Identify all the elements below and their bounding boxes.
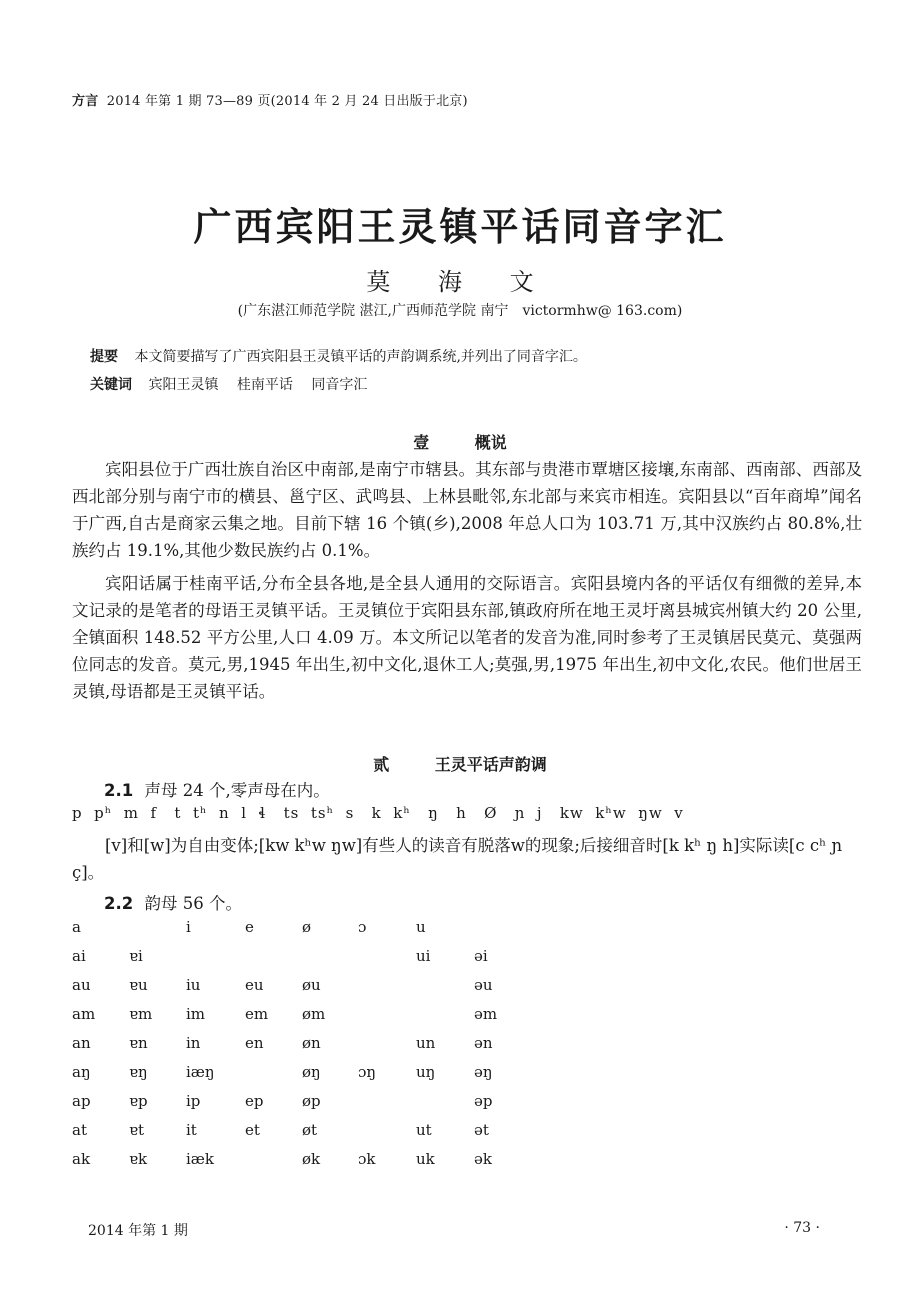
- final-cell: im: [186, 1005, 206, 1023]
- final-cell: ut: [416, 1121, 432, 1139]
- final-cell: un: [416, 1034, 436, 1052]
- abstract-label: 提要: [90, 349, 118, 365]
- final-cell: ep: [245, 1092, 264, 1110]
- section-number: 壹: [413, 433, 430, 452]
- final-cell: i: [186, 918, 191, 936]
- final-cell: [358, 947, 416, 976]
- section-heading-2: [0, 752, 920, 775]
- journal-name: 方言: [72, 94, 99, 109]
- table-row: [72, 976, 534, 1005]
- final-cell: əi: [474, 947, 488, 965]
- subsection-2-2: [104, 890, 242, 914]
- final-cell: it: [186, 1121, 197, 1139]
- final-cell: øu: [302, 976, 321, 994]
- section-title: 概说: [474, 433, 507, 452]
- final-cell: em: [245, 1005, 269, 1023]
- final-cell: ui: [416, 947, 431, 965]
- section-number: 贰: [373, 755, 390, 774]
- final-cell: an: [72, 1034, 91, 1052]
- final-cell: øp: [302, 1092, 321, 1110]
- subsection-text: 声母 24 个,零声母在内。: [144, 781, 330, 800]
- final-cell: [245, 1063, 302, 1092]
- final-cell: ɐk: [129, 1150, 148, 1168]
- final-cell: en: [245, 1034, 264, 1052]
- table-row: [72, 1034, 534, 1063]
- final-cell: [474, 918, 534, 947]
- final-cell: [302, 947, 358, 976]
- final-cell: ək: [474, 1150, 492, 1168]
- final-cell: ap: [72, 1092, 91, 1110]
- journal-header: [72, 90, 468, 109]
- final-cell: e: [245, 918, 254, 936]
- final-cell: aŋ: [72, 1063, 91, 1081]
- final-cell: [245, 947, 302, 976]
- keyword: 宾阳王灵镇: [148, 377, 219, 393]
- subsection-2-1: [104, 777, 330, 801]
- final-cell: ɔŋ: [358, 1063, 377, 1081]
- final-cell: øŋ: [302, 1063, 321, 1081]
- section-heading-1: [0, 430, 920, 453]
- final-cell: ai: [72, 947, 86, 965]
- final-cell: uŋ: [416, 1063, 436, 1081]
- final-cell: [358, 1121, 416, 1150]
- paper-title: 广西宾阳王灵镇平话同音字汇: [193, 204, 727, 249]
- final-cell: ɐu: [129, 976, 148, 994]
- final-cell: [358, 1005, 416, 1034]
- final-cell: ɐt: [129, 1121, 144, 1139]
- final-cell: ɔ: [358, 918, 367, 936]
- final-cell: iu: [186, 976, 201, 994]
- final-cell: ɐp: [129, 1092, 148, 1110]
- final-cell: ət: [474, 1121, 489, 1139]
- final-cell: ɐn: [129, 1034, 148, 1052]
- table-row: [72, 1150, 534, 1179]
- table-row: [72, 1005, 534, 1034]
- final-cell: et: [245, 1121, 260, 1139]
- final-cell: [416, 976, 474, 1005]
- final-cell: ɐi: [129, 947, 143, 965]
- final-cell: ɔk: [358, 1150, 376, 1168]
- final-cell: øt: [302, 1121, 318, 1139]
- keyword: 桂南平话: [236, 377, 293, 393]
- abstract-text: 本文简要描写了广西宾阳县王灵镇平话的声韵调系统,并列出了同音字汇。: [134, 349, 587, 365]
- final-cell: [358, 1092, 416, 1121]
- footer-issue: 2014 年第 1 期: [88, 1223, 188, 1239]
- author-affiliation: (广东湛江师范学院 湛江,广西师范学院 南宁 victormhw@ 163.com): [237, 303, 683, 319]
- final-cell: əp: [474, 1092, 493, 1110]
- subsection-number: 2.2: [104, 894, 134, 913]
- final-cell: au: [72, 976, 91, 994]
- initials-list: p pʰ m f t tʰ n l ɬ ts tsʰ s k kʰ ŋ h Ø ɲ j kw kʰw ŋw v: [72, 804, 684, 822]
- final-cell: ɐŋ: [129, 1063, 148, 1081]
- final-cell: [186, 947, 245, 976]
- final-cell: ɐm: [129, 1005, 153, 1023]
- final-cell: at: [72, 1121, 87, 1139]
- final-cell: ip: [186, 1092, 201, 1110]
- section-title: 王灵平话声韵调: [434, 755, 547, 774]
- initials-note: [v]和[w]为自由变体;[kw kʰw ŋw]有些人的读音有脱落w的现象;后接细音时[k kʰ ŋ h]实际读[c cʰ ɲ ç]。: [72, 836, 843, 882]
- final-cell: eu: [245, 976, 264, 994]
- final-cell: øm: [302, 1005, 326, 1023]
- final-cell: ø: [302, 918, 312, 936]
- subsection-number: 2.1: [104, 781, 134, 800]
- table-row: [72, 1092, 534, 1121]
- author-name: 莫 海 文: [366, 268, 554, 296]
- final-cell: ak: [72, 1150, 91, 1168]
- final-cell: øk: [302, 1150, 321, 1168]
- keywords: [90, 374, 381, 394]
- final-cell: əŋ: [474, 1063, 493, 1081]
- final-cell: uk: [416, 1150, 435, 1168]
- finals-table: [72, 918, 534, 1179]
- final-cell: in: [186, 1034, 201, 1052]
- final-cell: ən: [474, 1034, 493, 1052]
- table-row: [72, 1063, 534, 1092]
- subsection-text: 韵母 56 个。: [144, 894, 242, 913]
- table-row: [72, 918, 534, 947]
- final-cell: iæŋ: [186, 1063, 215, 1081]
- paragraph-overview-1: 宾阳县位于广西壮族自治区中南部,是南宁市辖县。其东部与贵港市覃塘区接壤,东南部、西南部、西部及西北部分别与南宁市的横县、邕宁区、武鸣县、上林县毗邻,东北部与来宾市相连。宾阳县以“百年商埠”闻名于广西,自古是商家云集之地。目前下辖 16 个镇(乡),2008 年总人口为 103.71 万,其中汉族约占 80.8%,壮族约占 19.1%,其他少数民族约占 0.1%。: [72, 460, 862, 560]
- final-cell: øn: [302, 1034, 321, 1052]
- final-cell: [358, 976, 416, 1005]
- keywords-label: 关键词: [90, 377, 132, 393]
- final-cell: [416, 1092, 474, 1121]
- final-cell: a: [72, 918, 81, 936]
- final-cell: [129, 918, 186, 947]
- final-cell: iæk: [186, 1150, 214, 1168]
- final-cell: əm: [474, 1005, 498, 1023]
- citation-info: 2014 年第 1 期 73—89 页(2014 年 2 月 24 日出版于北京): [106, 94, 468, 109]
- keyword: 同音字汇: [311, 377, 368, 393]
- final-cell: am: [72, 1005, 96, 1023]
- page-number: · 73 ·: [784, 1220, 820, 1236]
- table-row: [72, 947, 534, 976]
- final-cell: əu: [474, 976, 493, 994]
- table-row: [72, 1121, 534, 1150]
- final-cell: u: [416, 918, 426, 936]
- abstract: [90, 346, 587, 366]
- final-cell: [416, 1005, 474, 1034]
- paragraph-overview-2: 宾阳话属于桂南平话,分布全县各地,是全县人通用的交际语言。宾阳县境内各的平话仅有细微的差异,本文记录的是笔者的母语王灵镇平话。王灵镇位于宾阳县东部,镇政府所在地王灵圩离县城宾州镇大约 20 公里,全镇面积 148.52 平方公里,人口 4.09 万。本文所记以笔者的发音为准,同时参考了王灵镇居民莫元、莫强两位同志的发音。莫元,男,1945 年出生,初中文化,退休工人;莫强,男,1975 年出生,初中文化,农民。他们世居王灵镇,母语都是王灵镇平话。: [72, 574, 862, 701]
- final-cell: [245, 1150, 302, 1179]
- final-cell: [358, 1034, 416, 1063]
